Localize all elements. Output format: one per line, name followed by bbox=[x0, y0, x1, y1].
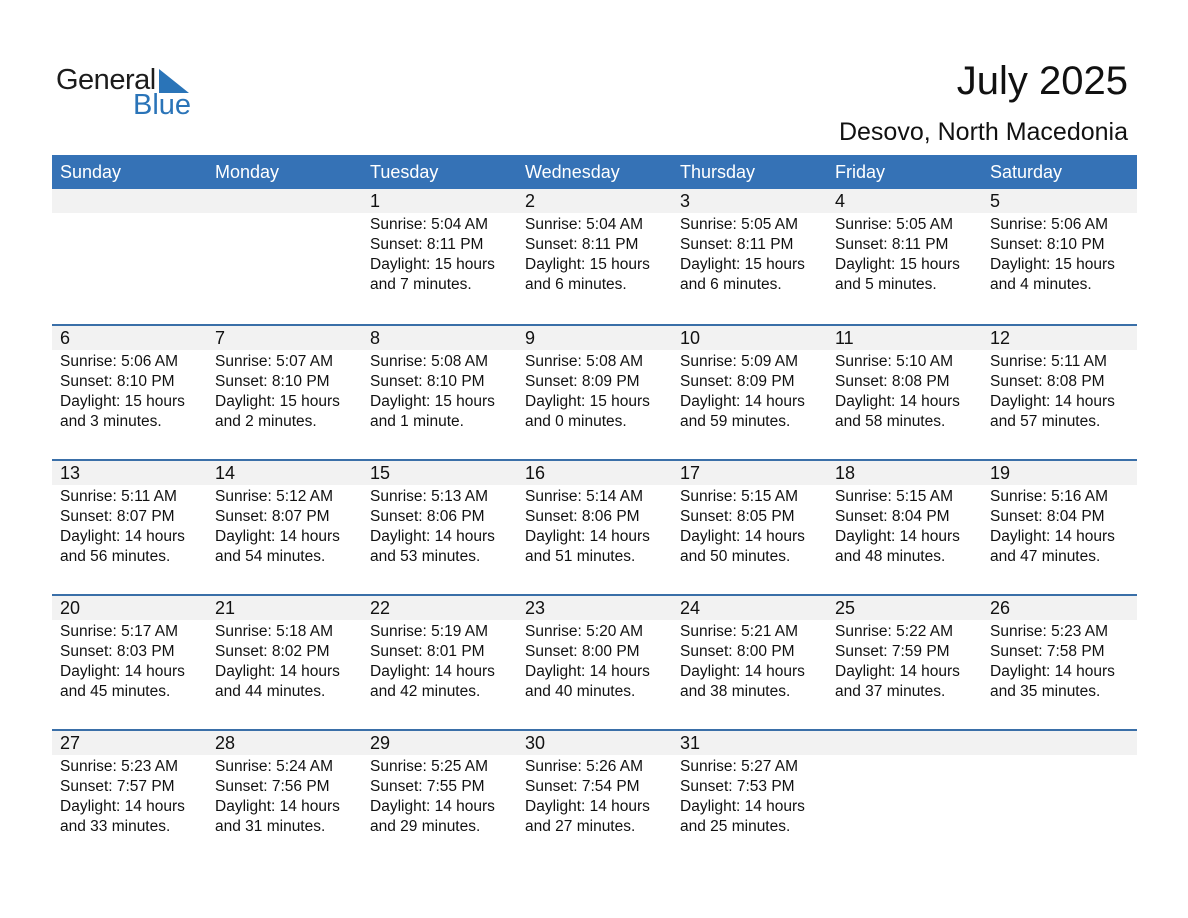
daylight-text: Daylight: 14 hours bbox=[215, 663, 340, 680]
sunset-text: Sunset: 8:01 PM bbox=[370, 643, 485, 660]
daylight-text: Daylight: 14 hours bbox=[680, 663, 805, 680]
daylight-minutes-text: and 7 minutes. bbox=[370, 276, 472, 293]
sunset-text: Sunset: 8:08 PM bbox=[835, 373, 950, 390]
daylight-minutes-text: and 33 minutes. bbox=[60, 818, 171, 835]
day-number: 4 bbox=[835, 191, 846, 211]
day-number: 13 bbox=[60, 463, 81, 483]
day-number bbox=[52, 189, 207, 213]
daylight-text: Daylight: 15 hours bbox=[525, 393, 650, 410]
daylight-minutes-text: and 37 minutes. bbox=[835, 683, 946, 700]
daylight-text: Daylight: 14 hours bbox=[370, 528, 495, 545]
day-number: 22 bbox=[370, 598, 391, 618]
daylight-minutes-text: and 0 minutes. bbox=[525, 413, 627, 430]
date-number-row bbox=[52, 596, 1137, 620]
day-cell bbox=[517, 485, 672, 567]
day-number: 9 bbox=[525, 328, 536, 348]
daylight-minutes-text: and 29 minutes. bbox=[370, 818, 481, 835]
day-number: 30 bbox=[525, 733, 546, 753]
day-cell bbox=[982, 213, 1137, 295]
day-cell bbox=[362, 755, 517, 837]
sunset-text: Sunset: 8:07 PM bbox=[60, 508, 175, 525]
day-cell bbox=[827, 350, 982, 432]
sunset-text: Sunset: 8:09 PM bbox=[525, 373, 640, 390]
day-number: 17 bbox=[680, 463, 701, 483]
sunrise-text: Sunrise: 5:26 AM bbox=[525, 758, 644, 775]
sun-info-row bbox=[52, 485, 1137, 567]
day-cell bbox=[52, 350, 207, 432]
sunset-text: Sunset: 8:09 PM bbox=[680, 373, 795, 390]
day-number: 18 bbox=[835, 463, 856, 483]
day-number: 15 bbox=[370, 463, 391, 483]
weekday-wednesday: Wednesday bbox=[525, 162, 620, 182]
sunset-text: Sunset: 8:11 PM bbox=[370, 236, 484, 253]
day-number: 8 bbox=[370, 328, 381, 348]
day-number: 29 bbox=[370, 733, 391, 753]
daylight-minutes-text: and 44 minutes. bbox=[215, 683, 326, 700]
daylight-text: Daylight: 14 hours bbox=[835, 528, 960, 545]
weekday-monday: Monday bbox=[215, 162, 280, 182]
sunrise-text: Sunrise: 5:11 AM bbox=[990, 353, 1107, 370]
weekday-sunday: Sunday bbox=[60, 162, 122, 182]
day-number: 11 bbox=[835, 328, 854, 348]
day-number: 5 bbox=[990, 191, 1001, 211]
sunrise-text: Sunrise: 5:15 AM bbox=[680, 488, 799, 505]
sunrise-text: Sunrise: 5:05 AM bbox=[835, 216, 954, 233]
sunrise-text: Sunrise: 5:16 AM bbox=[990, 488, 1109, 505]
day-cell bbox=[672, 620, 827, 702]
daylight-minutes-text: and 2 minutes. bbox=[215, 413, 317, 430]
sunset-text: Sunset: 7:58 PM bbox=[990, 643, 1105, 660]
day-cell bbox=[362, 485, 517, 567]
weekday-friday: Friday bbox=[835, 162, 886, 182]
daylight-minutes-text: and 5 minutes. bbox=[835, 276, 937, 293]
sunrise-text: Sunrise: 5:06 AM bbox=[990, 216, 1109, 233]
day-cell bbox=[52, 213, 207, 295]
sunrise-text: Sunrise: 5:27 AM bbox=[680, 758, 799, 775]
sunset-text: Sunset: 7:53 PM bbox=[680, 778, 795, 795]
day-number: 23 bbox=[525, 598, 546, 618]
daylight-text: Daylight: 15 hours bbox=[370, 393, 495, 410]
daylight-text: Daylight: 14 hours bbox=[680, 528, 805, 545]
day-number bbox=[982, 731, 1137, 755]
sunset-text: Sunset: 7:56 PM bbox=[215, 778, 330, 795]
day-cell bbox=[672, 213, 827, 295]
sunset-text: Sunset: 7:59 PM bbox=[835, 643, 950, 660]
day-cell bbox=[517, 620, 672, 702]
sunset-text: Sunset: 8:10 PM bbox=[370, 373, 485, 390]
calendar bbox=[52, 155, 1137, 864]
sunset-text: Sunset: 8:11 PM bbox=[835, 236, 949, 253]
daylight-text: Daylight: 14 hours bbox=[60, 798, 185, 815]
sunrise-text: Sunrise: 5:14 AM bbox=[525, 488, 644, 505]
daylight-text: Daylight: 14 hours bbox=[370, 798, 495, 815]
day-cell bbox=[672, 755, 827, 837]
logo-word-blue: Blue bbox=[133, 89, 192, 121]
week-row bbox=[52, 324, 1137, 459]
sunrise-text: Sunrise: 5:08 AM bbox=[370, 353, 489, 370]
location-subtitle: Desovo, North Macedonia bbox=[838, 118, 1128, 146]
day-number: 21 bbox=[215, 598, 236, 618]
daylight-minutes-text: and 45 minutes. bbox=[60, 683, 171, 700]
daylight-text: Daylight: 15 hours bbox=[990, 256, 1115, 273]
daylight-text: Daylight: 14 hours bbox=[835, 393, 960, 410]
day-cell bbox=[362, 213, 517, 295]
day-cell bbox=[207, 485, 362, 567]
daylight-text: Daylight: 15 hours bbox=[525, 256, 650, 273]
sunset-text: Sunset: 8:10 PM bbox=[60, 373, 175, 390]
day-number: 3 bbox=[680, 191, 691, 211]
week-row bbox=[52, 594, 1137, 729]
sunrise-text: Sunrise: 5:06 AM bbox=[60, 353, 179, 370]
sunrise-text: Sunrise: 5:21 AM bbox=[680, 623, 799, 640]
day-number: 12 bbox=[990, 328, 1011, 348]
day-number: 1 bbox=[370, 191, 381, 211]
sunrise-text: Sunrise: 5:04 AM bbox=[370, 216, 489, 233]
day-number: 19 bbox=[990, 463, 1011, 483]
sunrise-text: Sunrise: 5:12 AM bbox=[215, 488, 334, 505]
sunset-text: Sunset: 8:10 PM bbox=[215, 373, 330, 390]
daylight-minutes-text: and 25 minutes. bbox=[680, 818, 791, 835]
sunset-text: Sunset: 8:04 PM bbox=[835, 508, 950, 525]
day-cell bbox=[672, 485, 827, 567]
week-row bbox=[52, 189, 1137, 324]
day-number: 7 bbox=[215, 328, 226, 348]
day-cell bbox=[982, 755, 1137, 837]
day-cell bbox=[672, 350, 827, 432]
daylight-minutes-text: and 4 minutes. bbox=[990, 276, 1092, 293]
sunrise-text: Sunrise: 5:13 AM bbox=[370, 488, 489, 505]
sunset-text: Sunset: 8:11 PM bbox=[525, 236, 639, 253]
sunrise-text: Sunrise: 5:17 AM bbox=[60, 623, 179, 640]
day-cell bbox=[517, 213, 672, 295]
calendar-weeks bbox=[52, 189, 1137, 864]
day-number: 31 bbox=[680, 733, 701, 753]
daylight-minutes-text: and 47 minutes. bbox=[990, 548, 1101, 565]
weekday-tuesday: Tuesday bbox=[370, 162, 439, 182]
day-cell bbox=[207, 620, 362, 702]
daylight-minutes-text: and 53 minutes. bbox=[370, 548, 481, 565]
sunset-text: Sunset: 8:11 PM bbox=[680, 236, 794, 253]
day-number: 10 bbox=[680, 328, 701, 348]
daylight-text: Daylight: 14 hours bbox=[525, 528, 650, 545]
sunset-text: Sunset: 8:05 PM bbox=[680, 508, 795, 525]
daylight-text: Daylight: 14 hours bbox=[370, 663, 495, 680]
daylight-minutes-text: and 56 minutes. bbox=[60, 548, 171, 565]
logo-word-general: General bbox=[56, 64, 156, 96]
day-cell bbox=[207, 213, 362, 295]
sun-info-row bbox=[52, 350, 1137, 432]
day-number: 2 bbox=[525, 191, 536, 211]
daylight-minutes-text: and 27 minutes. bbox=[525, 818, 636, 835]
sunrise-text: Sunrise: 5:11 AM bbox=[60, 488, 177, 505]
date-number-row bbox=[52, 461, 1137, 485]
daylight-minutes-text: and 1 minute. bbox=[370, 413, 464, 430]
sunrise-text: Sunrise: 5:25 AM bbox=[370, 758, 489, 775]
sunset-text: Sunset: 8:07 PM bbox=[215, 508, 330, 525]
day-number: 16 bbox=[525, 463, 546, 483]
day-number: 27 bbox=[60, 733, 81, 753]
sunrise-text: Sunrise: 5:07 AM bbox=[215, 353, 334, 370]
sunrise-text: Sunrise: 5:10 AM bbox=[835, 353, 954, 370]
sun-info-row bbox=[52, 755, 1137, 837]
day-number: 20 bbox=[60, 598, 81, 618]
date-number-row bbox=[52, 189, 1137, 213]
daylight-minutes-text: and 38 minutes. bbox=[680, 683, 791, 700]
daylight-minutes-text: and 48 minutes. bbox=[835, 548, 946, 565]
daylight-text: Daylight: 14 hours bbox=[60, 663, 185, 680]
daylight-text: Daylight: 15 hours bbox=[215, 393, 340, 410]
brand-logo bbox=[56, 64, 206, 120]
day-number: 25 bbox=[835, 598, 856, 618]
sunrise-text: Sunrise: 5:08 AM bbox=[525, 353, 644, 370]
sunrise-text: Sunrise: 5:15 AM bbox=[835, 488, 954, 505]
week-row bbox=[52, 459, 1137, 594]
daylight-text: Daylight: 15 hours bbox=[835, 256, 960, 273]
day-number: 26 bbox=[990, 598, 1011, 618]
daylight-minutes-text: and 3 minutes. bbox=[60, 413, 162, 430]
daylight-text: Daylight: 14 hours bbox=[680, 393, 805, 410]
daylight-text: Daylight: 15 hours bbox=[60, 393, 185, 410]
daylight-minutes-text: and 6 minutes. bbox=[525, 276, 627, 293]
sunset-text: Sunset: 8:03 PM bbox=[60, 643, 175, 660]
daylight-minutes-text: and 50 minutes. bbox=[680, 548, 791, 565]
day-cell bbox=[52, 755, 207, 837]
daylight-text: Daylight: 14 hours bbox=[525, 663, 650, 680]
sunset-text: Sunset: 8:02 PM bbox=[215, 643, 330, 660]
weekday-header bbox=[52, 155, 1137, 189]
daylight-minutes-text: and 31 minutes. bbox=[215, 818, 326, 835]
day-cell bbox=[207, 350, 362, 432]
page-title: July 2025 bbox=[956, 59, 1128, 103]
daylight-text: Daylight: 14 hours bbox=[990, 528, 1115, 545]
daylight-minutes-text: and 42 minutes. bbox=[370, 683, 481, 700]
day-cell bbox=[517, 755, 672, 837]
sunrise-text: Sunrise: 5:18 AM bbox=[215, 623, 334, 640]
sunset-text: Sunset: 7:54 PM bbox=[525, 778, 640, 795]
daylight-minutes-text: and 6 minutes. bbox=[680, 276, 782, 293]
day-cell bbox=[52, 485, 207, 567]
sunset-text: Sunset: 7:55 PM bbox=[370, 778, 485, 795]
sunrise-text: Sunrise: 5:19 AM bbox=[370, 623, 489, 640]
day-number: 24 bbox=[680, 598, 701, 618]
daylight-text: Daylight: 14 hours bbox=[525, 798, 650, 815]
daylight-minutes-text: and 57 minutes. bbox=[990, 413, 1101, 430]
sunrise-text: Sunrise: 5:09 AM bbox=[680, 353, 799, 370]
daylight-text: Daylight: 14 hours bbox=[990, 393, 1115, 410]
daylight-minutes-text: and 54 minutes. bbox=[215, 548, 326, 565]
sunrise-text: Sunrise: 5:23 AM bbox=[60, 758, 179, 775]
day-cell bbox=[827, 213, 982, 295]
day-cell bbox=[362, 620, 517, 702]
sunset-text: Sunset: 8:10 PM bbox=[990, 236, 1105, 253]
day-cell bbox=[827, 755, 982, 837]
sunset-text: Sunset: 8:04 PM bbox=[990, 508, 1105, 525]
day-number: 28 bbox=[215, 733, 236, 753]
day-cell bbox=[362, 350, 517, 432]
daylight-text: Daylight: 14 hours bbox=[60, 528, 185, 545]
daylight-minutes-text: and 59 minutes. bbox=[680, 413, 791, 430]
daylight-text: Daylight: 14 hours bbox=[680, 798, 805, 815]
sunset-text: Sunset: 7:57 PM bbox=[60, 778, 175, 795]
day-number bbox=[827, 731, 982, 755]
day-cell bbox=[827, 485, 982, 567]
sunset-text: Sunset: 8:00 PM bbox=[525, 643, 640, 660]
day-number: 14 bbox=[215, 463, 236, 483]
day-number: 6 bbox=[60, 328, 71, 348]
daylight-text: Daylight: 14 hours bbox=[990, 663, 1115, 680]
daylight-text: Daylight: 15 hours bbox=[370, 256, 495, 273]
daylight-minutes-text: and 58 minutes. bbox=[835, 413, 946, 430]
daylight-text: Daylight: 15 hours bbox=[680, 256, 805, 273]
sun-info-row bbox=[52, 213, 1137, 295]
date-number-row bbox=[52, 731, 1137, 755]
daylight-text: Daylight: 14 hours bbox=[215, 528, 340, 545]
weekday-saturday: Saturday bbox=[990, 162, 1063, 182]
day-cell bbox=[827, 620, 982, 702]
day-cell bbox=[982, 485, 1137, 567]
daylight-text: Daylight: 14 hours bbox=[215, 798, 340, 815]
date-number-row bbox=[52, 326, 1137, 350]
weekday-thursday: Thursday bbox=[680, 162, 756, 182]
sunrise-text: Sunrise: 5:22 AM bbox=[835, 623, 954, 640]
week-row bbox=[52, 729, 1137, 864]
sunrise-text: Sunrise: 5:20 AM bbox=[525, 623, 644, 640]
sunrise-text: Sunrise: 5:04 AM bbox=[525, 216, 644, 233]
day-cell bbox=[207, 755, 362, 837]
day-cell bbox=[982, 350, 1137, 432]
day-cell bbox=[982, 620, 1137, 702]
day-cell bbox=[517, 350, 672, 432]
sunset-text: Sunset: 8:06 PM bbox=[370, 508, 485, 525]
daylight-minutes-text: and 40 minutes. bbox=[525, 683, 636, 700]
day-cell bbox=[52, 620, 207, 702]
sun-info-row bbox=[52, 620, 1137, 702]
sunset-text: Sunset: 8:08 PM bbox=[990, 373, 1105, 390]
sunrise-text: Sunrise: 5:23 AM bbox=[990, 623, 1109, 640]
day-number bbox=[207, 189, 362, 213]
daylight-minutes-text: and 35 minutes. bbox=[990, 683, 1101, 700]
sunrise-text: Sunrise: 5:05 AM bbox=[680, 216, 799, 233]
sunset-text: Sunset: 8:06 PM bbox=[525, 508, 640, 525]
sunrise-text: Sunrise: 5:24 AM bbox=[215, 758, 334, 775]
daylight-text: Daylight: 14 hours bbox=[835, 663, 960, 680]
sunset-text: Sunset: 8:00 PM bbox=[680, 643, 795, 660]
daylight-minutes-text: and 51 minutes. bbox=[525, 548, 636, 565]
